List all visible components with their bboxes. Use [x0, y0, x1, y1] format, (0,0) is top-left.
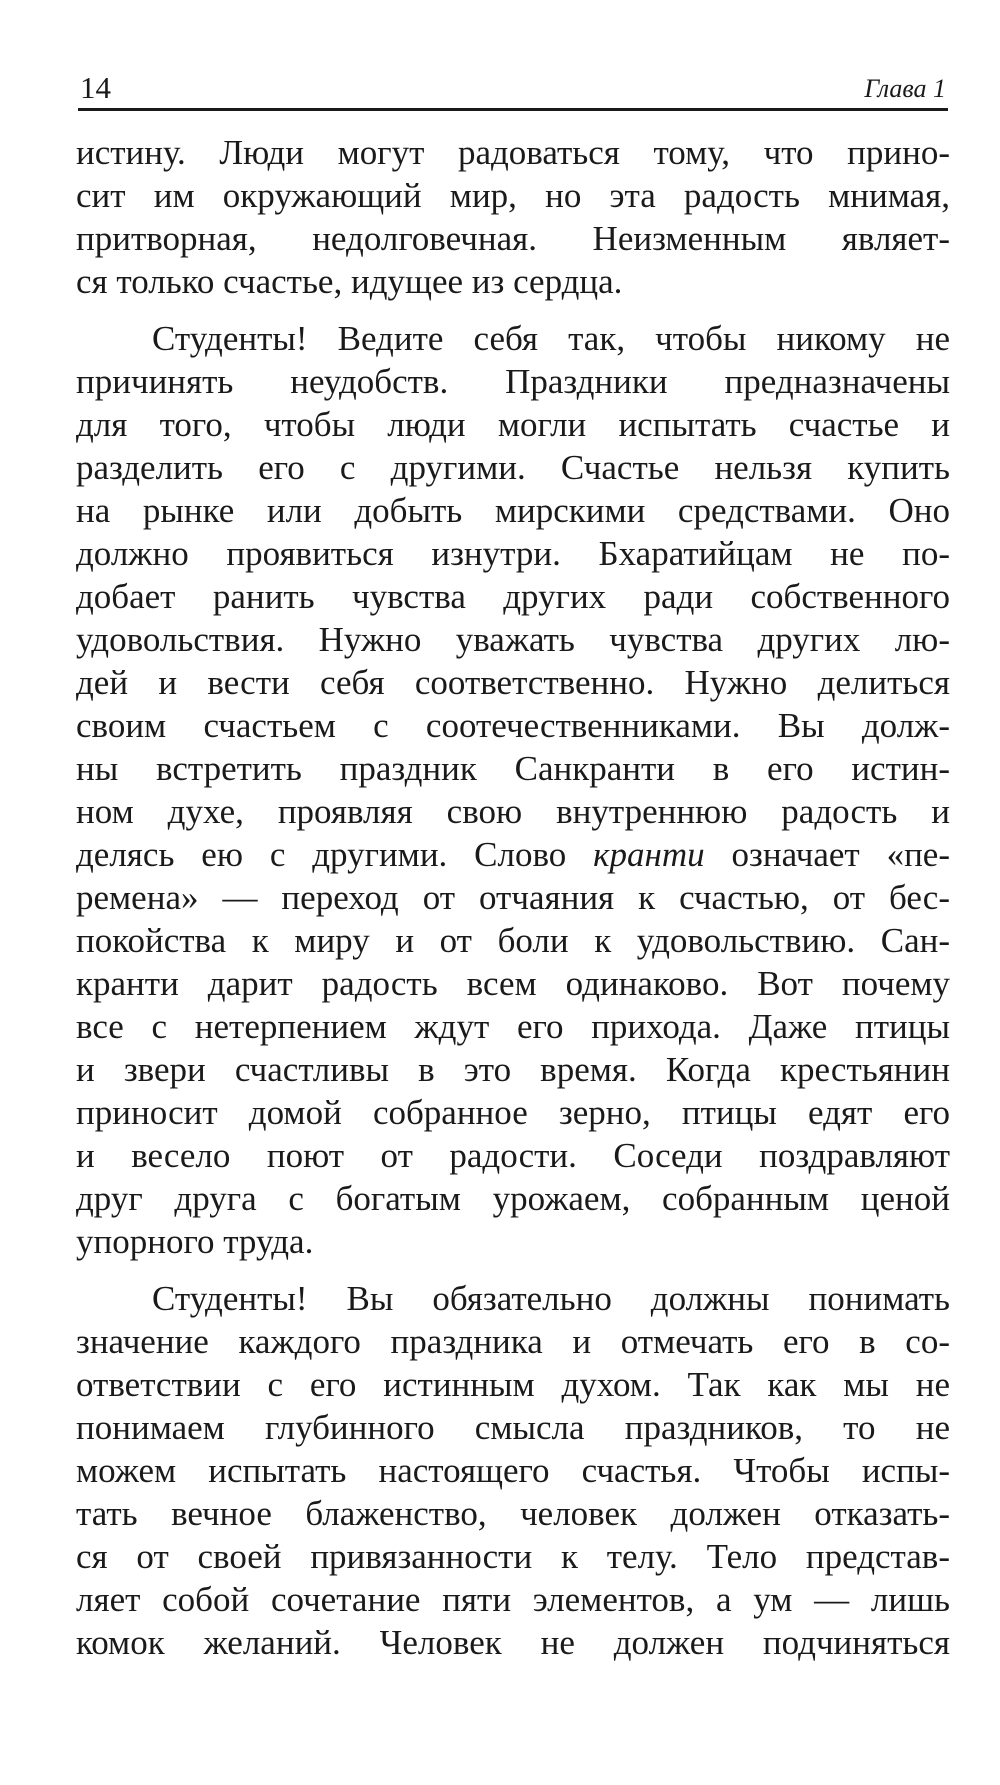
text-line: ответствии с его истинным духом. Так как мы не — [76, 1365, 950, 1404]
text-line: разделить его с другими. Счастье нельзя купить — [76, 448, 950, 487]
text-line: кранти дарит радость всем одинаково. Вот почему — [76, 964, 950, 1003]
text-line: Студенты! Вы обязательно должны понимать — [152, 1279, 950, 1318]
text-line: притворная, недолговечная. Неизменным являет- — [76, 219, 950, 258]
text-line: покойства к миру и от боли к удовольствию. Сан- — [76, 921, 950, 960]
text-line: сит им окружающий мир, но эта радость мнимая, — [76, 176, 950, 215]
text-line: комок желаний. Человек не должен подчиняться — [76, 1623, 950, 1662]
text-line: добает ранить чувства других ради собственного — [76, 577, 950, 616]
chapter-title: Глава 1 — [864, 74, 946, 103]
text-line: можем испытать настоящего счастья. Чтобы испы- — [76, 1451, 950, 1490]
text-line: своим счастьем с соотечественниками. Вы долж- — [76, 706, 950, 745]
text-line: тать вечное блаженство, человек должен отказать- — [76, 1494, 950, 1533]
text-line: друг друга с богатым урожаем, собранным ценой — [76, 1179, 950, 1218]
text-line: на рынке или добыть мирскими средствами. Оно — [76, 491, 950, 530]
text-segment: означает «пе- — [704, 835, 950, 874]
text-line: удовольствия. Нужно уважать чувства других лю- — [76, 620, 950, 659]
text-line: ляет собой сочетание пяти элементов, а ум — лишь — [76, 1580, 950, 1619]
text-segment: делясь ею с другими. Слово — [76, 835, 594, 874]
text-line: причинять неудобств. Праздники предназначены — [76, 362, 950, 401]
italic-term: кранти — [593, 835, 705, 874]
text-line: должно проявиться изнутри. Бхаратийцам не по- — [76, 534, 950, 573]
text-line: и звери счастливы в это время. Когда крестьянин — [76, 1050, 950, 1089]
paragraph-2 — [76, 317, 950, 1263]
text-line: и весело поют от радости. Соседи поздравляют — [76, 1136, 950, 1175]
running-header — [78, 68, 948, 111]
text-line: ном духе, проявляя свою внутреннюю радость и — [76, 792, 950, 831]
text-line: значение каждого праздника и отмечать его в со- — [76, 1322, 950, 1361]
text-line: все с нетерпением ждут его прихода. Даже птицы — [76, 1007, 950, 1046]
text-line: понимаем глубинного смысла праздников, то не — [76, 1408, 950, 1447]
text-line: ны встретить праздник Санкранти в его истин- — [76, 749, 950, 788]
text-line: ремена» — переход от отчаяния к счастью, от бес- — [76, 878, 950, 917]
paragraph-3 — [76, 1277, 950, 1664]
text-line: упорного труда. — [76, 1222, 314, 1261]
text-line: дей и вести себя соответственно. Нужно делиться — [76, 663, 950, 702]
text-line: истину. Люди могут радоваться тому, что прино- — [76, 133, 950, 172]
text-line: ся только счастье, идущее из сердца. — [76, 262, 623, 301]
text-line-with-italic — [76, 833, 950, 876]
paragraph-1 — [76, 131, 950, 303]
page-number: 14 — [80, 70, 111, 105]
text-line: для того, чтобы люди могли испытать счастье и — [76, 405, 950, 444]
text-line: приносит домой собранное зерно, птицы едят его — [76, 1093, 950, 1132]
text-line: ся от своей привязанности к телу. Тело представ- — [76, 1537, 950, 1576]
body-text — [76, 131, 950, 1664]
text-line: Студенты! Ведите себя так, чтобы никому не — [152, 319, 950, 358]
